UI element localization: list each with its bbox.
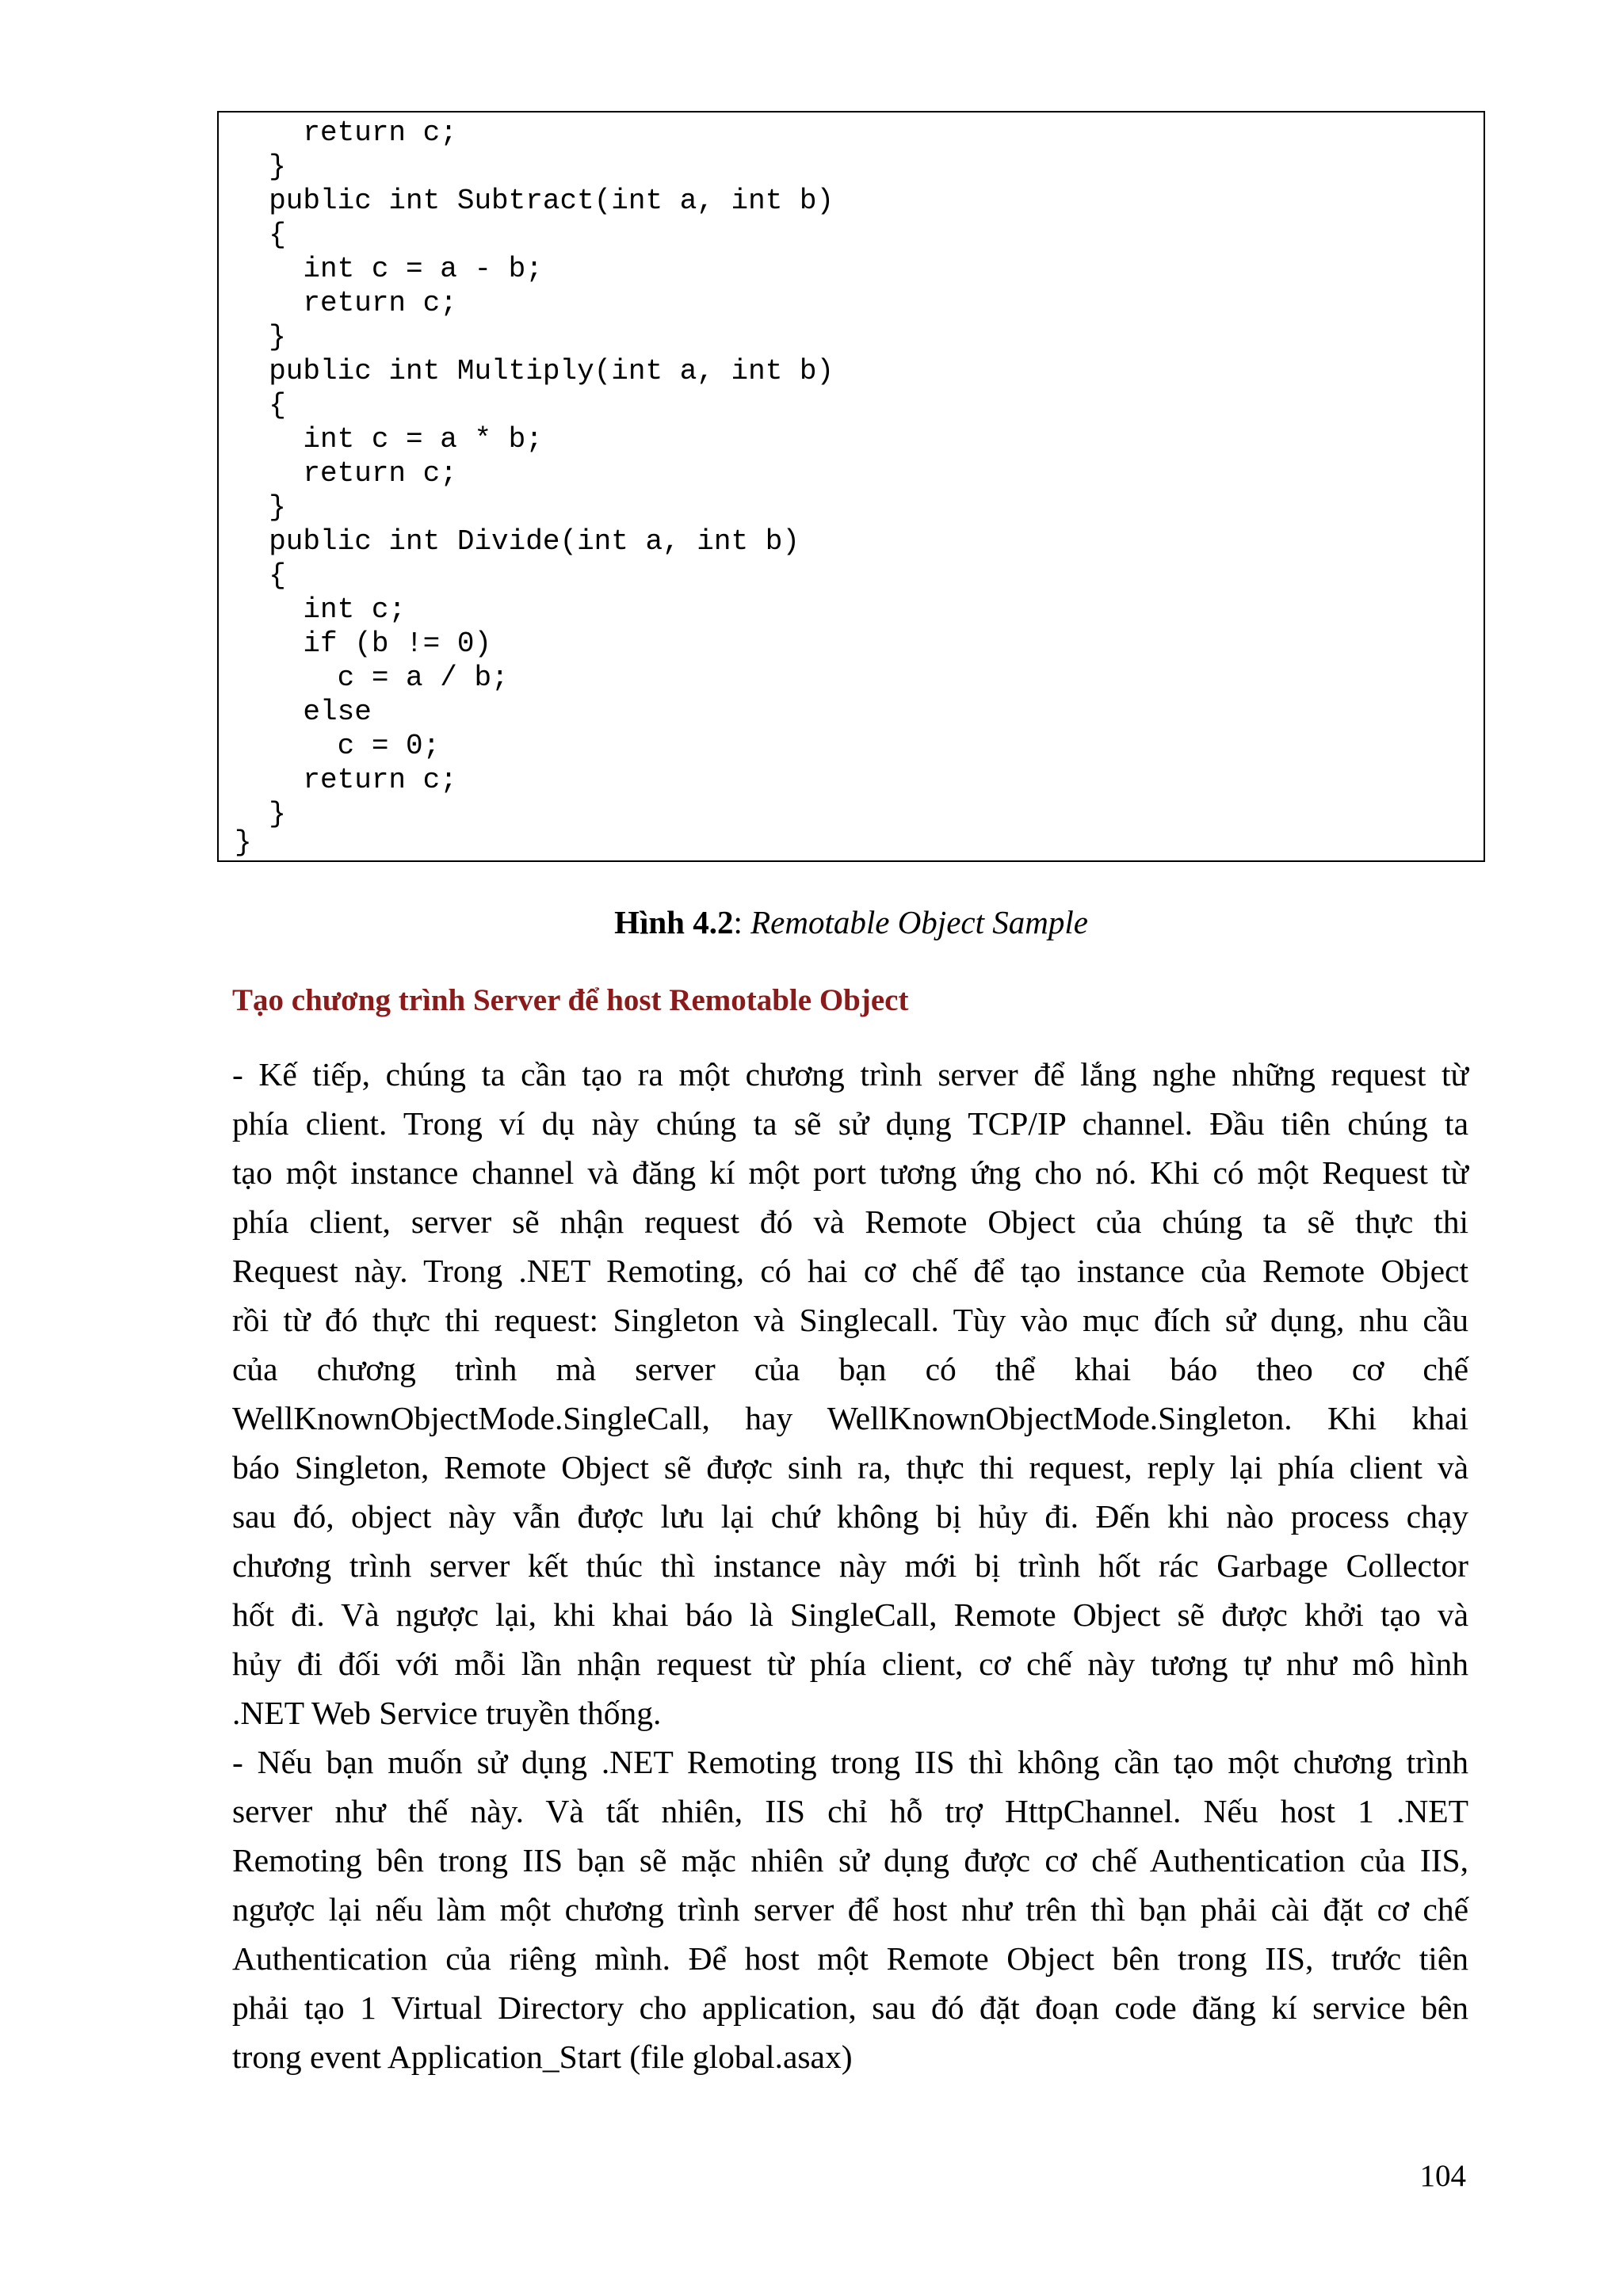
- paragraph-line: tạo một instance channel và đăng kí một port tương ứng cho nó. Khi có một Request từ: [232, 1154, 1468, 1191]
- paragraph-line: Authentication của riêng mình. Để host một Remote Object bên trong IIS, trước tiên: [232, 1940, 1468, 1977]
- code-line: int c;: [235, 593, 407, 626]
- code-line: return c;: [235, 764, 457, 796]
- code-line: return c;: [235, 116, 457, 149]
- paragraph-line: ngược lại nếu làm một chương trình server để host như trên thì bạn phải cài đặt cơ chế: [232, 1891, 1468, 1928]
- code-line: c = a / b;: [235, 662, 509, 694]
- paragraph-line: hủy đi đối với mỗi lần nhận request từ phía client, cơ chế này tương tự như mô hình: [232, 1646, 1468, 1682]
- paragraph-line: WellKnownObjectMode.SingleCall, hay WellKnownObjectMode.Singleton. Khi khai: [232, 1400, 1468, 1436]
- code-line: return c;: [235, 457, 457, 490]
- caption-title: Remotable Object Sample: [750, 904, 1088, 940]
- code-line: {: [235, 559, 286, 592]
- code-line: int c = a - b;: [235, 253, 543, 285]
- code-line: {: [235, 389, 286, 421]
- code-line: public int Multiply(int a, int b): [235, 355, 834, 387]
- code-line: }: [235, 798, 286, 830]
- paragraph-line: - Nếu bạn muốn sử dụng .NET Remoting trong IIS thì không cần tạo một chương trình: [232, 1744, 1468, 1780]
- code-line: }: [235, 151, 286, 183]
- code-line: {: [235, 219, 286, 251]
- paragraph-line: Request này. Trong .NET Remoting, có hai cơ chế để tạo instance của Remote Object: [232, 1253, 1468, 1289]
- code-line: else: [235, 696, 372, 728]
- code-line: }: [235, 321, 286, 353]
- code-line: int c = a * b;: [235, 423, 543, 456]
- paragraph-line: phải tạo 1 Virtual Directory cho application, sau đó đặt đoạn code đăng kí service bên: [232, 1989, 1468, 2026]
- caption-label: Hình 4.2: [614, 904, 734, 940]
- code-line: }: [235, 491, 286, 524]
- paragraph-line: - Kế tiếp, chúng ta cần tạo ra một chương trình server để lắng nghe những request từ: [232, 1056, 1468, 1093]
- section-heading: Tạo chương trình Server để host Remotable Object: [232, 983, 909, 1017]
- paragraph-line: Remoting bên trong IIS bạn sẽ mặc nhiên sử dụng được cơ chế Authentication của IIS,: [232, 1842, 1468, 1878]
- paragraph-line: server như thế này. Và tất nhiên, IIS chỉ hỗ trợ HttpChannel. Nếu host 1 .NET: [232, 1793, 1468, 1829]
- code-line: }: [235, 826, 252, 859]
- paragraph-line: sau đó, object này vẫn được lưu lại chứ không bị hủy đi. Đến khi nào process chạy: [232, 1498, 1468, 1535]
- code-line: c = 0;: [235, 730, 441, 762]
- paragraph-line: của chương trình mà server của bạn có thể khai báo theo cơ chế: [232, 1351, 1468, 1387]
- paragraph-line: rồi từ đó thực thi request: Singleton và Singlecall. Tùy vào mục đích sử dụng, nhu cầu: [232, 1302, 1468, 1338]
- code-line: if (b != 0): [235, 627, 492, 660]
- paragraph-line: chương trình server kết thúc thì instance này mới bị trình hốt rác Garbage Collector: [232, 1547, 1468, 1584]
- paragraph-line: .NET Web Service truyền thống.: [232, 1695, 662, 1731]
- paragraph-line: phía client. Trong ví dụ này chúng ta sẽ sử dụng TCP/IP channel. Đầu tiên chúng ta: [232, 1105, 1468, 1142]
- code-line: public int Subtract(int a, int b): [235, 185, 834, 217]
- code-line: public int Divide(int a, int b): [235, 525, 800, 558]
- figure-caption: [0, 902, 1623, 943]
- code-line: return c;: [235, 287, 457, 319]
- caption-separator: :: [733, 904, 751, 940]
- paragraph-line: trong event Application_Start (file global.asax): [232, 2039, 853, 2075]
- paragraph-line: báo Singleton, Remote Object sẽ được sinh ra, thực thi request, reply lại phía client và: [232, 1449, 1468, 1486]
- page-number: 104: [1419, 2159, 1466, 2193]
- paragraph-line: phía client, server sẽ nhận request đó và Remote Object của chúng ta sẽ thực thi: [232, 1203, 1468, 1240]
- code-listing-box: [217, 111, 1485, 862]
- paragraph-line: hốt đi. Và ngược lại, khi khai báo là SingleCall, Remote Object sẽ được khởi tạo và: [232, 1596, 1468, 1633]
